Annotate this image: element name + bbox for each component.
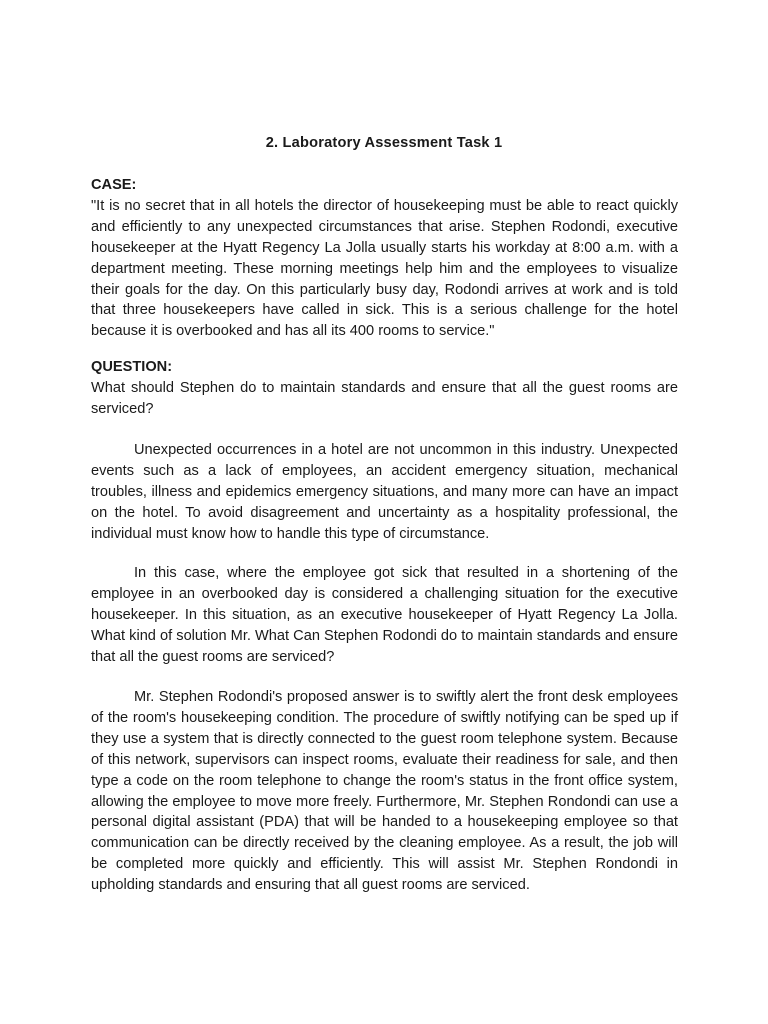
answer-paragraph-text: In this case, where the employee got sick that resulted in a shortening of the employee in an overbooked day is considered a challenging situation for the executive housekeeper. In this situation, as an executive housekeeper of Hyatt Regency La Jolla. What kind of solution Mr. What Can Stephen Rodondi do to maintain standards and ensure that all the guest rooms are serviced? xyxy=(91,565,678,665)
question-text: What should Stephen do to maintain standards and ensure that all the guest rooms are serviced? xyxy=(91,379,678,417)
question-heading: QUESTION: xyxy=(91,359,173,375)
case-section xyxy=(91,175,678,342)
answer-paragraph-1 xyxy=(91,440,678,545)
answer-paragraph-2 xyxy=(91,563,678,668)
question-section xyxy=(91,357,678,420)
case-text: "It is no secret that in all hotels the director of housekeeping must be able to react quickly and efficiently to any unexpected circumstances that arise. Stephen Rodondi, executive housekeeper at the Hyatt Regency La Jolla usually starts his workday at 8:00 a.m. with a department meeting. These morning meetings help him and the employees to visualize their goals for the day. On this particularly busy day, Rodondi arrives at work and is told that three housekeepers have called in sick. This is a serious challenge for the hotel because it is overbooked and has all its 400 rooms to service." xyxy=(91,197,678,340)
answer-paragraph-3 xyxy=(91,687,678,896)
page-title: 2. Laboratory Assessment Task 1 xyxy=(265,135,503,151)
case-heading: CASE: xyxy=(91,177,137,193)
answer-paragraph-text: Mr. Stephen Rodondi's proposed answer is to swiftly alert the front desk employees of the room's housekeeping condition. The procedure of swiftly notifying can be sped up if they use a system that is directly connected to the guest room telephone system. Because of this network, supervisors can inspect rooms, evaluate their readiness for sale, and then type a code on the room telephone to change the room's status in the front office system, allowing the employee to move more freely. Furthermore, Mr. Stephen Rondondi can use a personal digital assistant (PDA) that will be handed to a housekeeping employee so that communication can be directly received by the cleaning employee. As a result, the job will be completed more quickly and efficiently. This will assist Mr. Stephen Rondondi in upholding standards and ensuring that all guest rooms are serviced. xyxy=(91,689,678,894)
answer-paragraph-text: Unexpected occurrences in a hotel are not uncommon in this industry. Unexpected events such as a lack of employees, an accident emergency situation, mechanical troubles, illness and epidemics emergency situations, and many more can have an impact on the hotel. To avoid disagreement and uncertainty as a hospitality professional, the individual must know how to handle this type of circumstance. xyxy=(91,442,678,542)
